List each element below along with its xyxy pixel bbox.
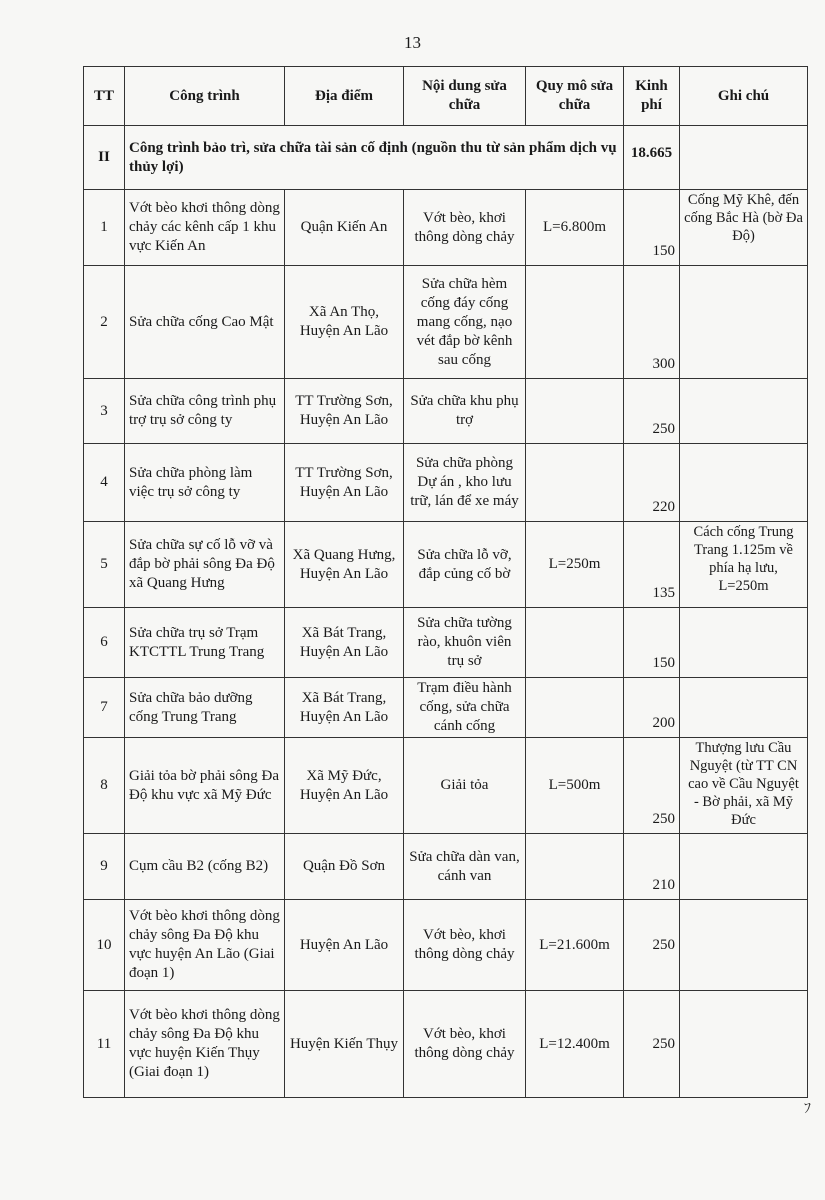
row-dia-diem: Xã Bát Trang, Huyện An Lão — [285, 678, 404, 738]
row-quy-mo: L=6.800m — [526, 190, 624, 266]
row-cong-trinh: Vớt bèo khơi thông dòng chảy sông Đa Độ khu vực huyện Kiến Thụy (Giai đoạn 1) — [125, 991, 285, 1098]
table-row — [84, 608, 808, 678]
row-ghi-chu — [680, 991, 808, 1098]
row-quy-mo: L=250m — [526, 522, 624, 608]
row-quy-mo — [526, 444, 624, 522]
row-noi-dung: Vớt bèo, khơi thông dòng chảy — [404, 190, 526, 266]
row-noi-dung: Sửa chữa tường rào, khuôn viên trụ sở — [404, 608, 526, 678]
row-ghi-chu — [680, 266, 808, 379]
row-kinh-phi: 250 — [624, 738, 680, 834]
row-tt: 5 — [84, 522, 125, 608]
table-header-row — [84, 67, 808, 126]
row-ghi-chu — [680, 678, 808, 738]
row-quy-mo — [526, 834, 624, 900]
row-noi-dung: Sửa chữa phòng Dự án , kho lưu trữ, lán để xe máy — [404, 444, 526, 522]
row-cong-trinh: Sửa chữa trụ sở Trạm KTCTTL Trung Trang — [125, 608, 285, 678]
row-quy-mo — [526, 608, 624, 678]
row-noi-dung: Vớt bèo, khơi thông dòng chảy — [404, 900, 526, 991]
table-row — [84, 678, 808, 738]
row-dia-diem: Huyện An Lão — [285, 900, 404, 991]
row-noi-dung: Sửa chữa lỗ vỡ, đắp củng cố bờ — [404, 522, 526, 608]
row-quy-mo: L=12.400m — [526, 991, 624, 1098]
row-noi-dung: Vớt bèo, khơi thông dòng chảy — [404, 991, 526, 1098]
table-row — [84, 900, 808, 991]
row-ghi-chu: Cống Mỹ Khê, đến cống Bắc Hà (bờ Đa Độ) — [680, 190, 808, 266]
header-kinh-phi: Kinh phí — [624, 67, 680, 126]
row-noi-dung: Sửa chữa dàn van, cánh van — [404, 834, 526, 900]
row-dia-diem: Xã Bát Trang, Huyện An Lão — [285, 608, 404, 678]
row-noi-dung: Sửa chữa khu phụ trợ — [404, 379, 526, 444]
row-dia-diem: TT Trường Sơn, Huyện An Lão — [285, 379, 404, 444]
row-quy-mo: L=21.600m — [526, 900, 624, 991]
row-cong-trinh: Sửa chữa công trình phụ trợ trụ sở công ty — [125, 379, 285, 444]
row-quy-mo — [526, 266, 624, 379]
header-ghi-chu: Ghi chú — [680, 67, 808, 126]
row-kinh-phi: 150 — [624, 190, 680, 266]
section-title: Công trình bảo trì, sửa chữa tài sản cố định (nguồn thu từ sản phẩm dịch vụ thủy lợi) — [125, 126, 624, 190]
row-ghi-chu — [680, 444, 808, 522]
row-kinh-phi: 250 — [624, 379, 680, 444]
row-cong-trinh: Vớt bèo khơi thông dòng chảy các kênh cấp 1 khu vực Kiến An — [125, 190, 285, 266]
header-quy-mo: Quy mô sửa chữa — [526, 67, 624, 126]
row-ghi-chu — [680, 608, 808, 678]
row-ghi-chu: Cách cống Trung Trang 1.125m về phía hạ lưu, L=250m — [680, 522, 808, 608]
row-kinh-phi: 220 — [624, 444, 680, 522]
row-kinh-phi: 300 — [624, 266, 680, 379]
row-dia-diem: Quận Đồ Sơn — [285, 834, 404, 900]
row-kinh-phi: 250 — [624, 991, 680, 1098]
row-ghi-chu — [680, 900, 808, 991]
header-dia-diem: Địa điểm — [285, 67, 404, 126]
table-row — [84, 834, 808, 900]
table-row — [84, 379, 808, 444]
header-tt: TT — [84, 67, 125, 126]
table-row — [84, 266, 808, 379]
table-row — [84, 738, 808, 834]
row-tt: 3 — [84, 379, 125, 444]
table-row — [84, 522, 808, 608]
table-row — [84, 991, 808, 1098]
section-empty — [680, 126, 808, 190]
row-ghi-chu: Thượng lưu Cầu Nguyệt (từ TT CN cao về Cầu Nguyệt - Bờ phải, xã Mỹ Đức — [680, 738, 808, 834]
row-cong-trinh: Vớt bèo khơi thông dòng chảy sông Đa Độ khu vực huyện An Lão (Giai đoạn 1) — [125, 900, 285, 991]
row-tt: 4 — [84, 444, 125, 522]
row-noi-dung: Giải tỏa — [404, 738, 526, 834]
row-quy-mo — [526, 678, 624, 738]
row-cong-trinh: Sửa chữa phòng làm việc trụ sở công ty — [125, 444, 285, 522]
row-tt: 9 — [84, 834, 125, 900]
scan-mark: ﾌ — [804, 1102, 811, 1117]
row-tt: 1 — [84, 190, 125, 266]
row-ghi-chu — [680, 379, 808, 444]
row-tt: 2 — [84, 266, 125, 379]
page-number: 13 — [404, 33, 421, 52]
row-ghi-chu — [680, 834, 808, 900]
row-noi-dung: Trạm điều hành cống, sửa chữa cánh cống — [404, 678, 526, 738]
row-cong-trinh: Giải tỏa bờ phải sông Đa Độ khu vực xã Mỹ Đức — [125, 738, 285, 834]
row-kinh-phi: 250 — [624, 900, 680, 991]
row-cong-trinh: Cụm cầu B2 (cống B2) — [125, 834, 285, 900]
row-noi-dung: Sửa chữa hèm cống đáy cống mang cống, nạo vét đắp bờ kênh sau cống — [404, 266, 526, 379]
row-cong-trinh: Sửa chữa sự cố lỗ vỡ và đắp bờ phải sông Đa Độ xã Quang Hưng — [125, 522, 285, 608]
row-tt: 11 — [84, 991, 125, 1098]
row-kinh-phi: 150 — [624, 608, 680, 678]
row-tt: 7 — [84, 678, 125, 738]
section-row — [84, 126, 808, 190]
table-row — [84, 444, 808, 522]
row-dia-diem: Huyện Kiến Thụy — [285, 991, 404, 1098]
row-kinh-phi: 200 — [624, 678, 680, 738]
row-dia-diem: TT Trường Sơn, Huyện An Lão — [285, 444, 404, 522]
row-tt: 10 — [84, 900, 125, 991]
header-cong-trinh: Công trình — [125, 67, 285, 126]
section-total: 18.665 — [624, 126, 680, 190]
repair-budget-table — [83, 66, 808, 1098]
header-noi-dung: Nội dung sửa chữa — [404, 67, 526, 126]
row-quy-mo — [526, 379, 624, 444]
row-dia-diem: Xã Quang Hưng, Huyện An Lão — [285, 522, 404, 608]
row-tt: 8 — [84, 738, 125, 834]
row-dia-diem: Xã An Thọ, Huyện An Lão — [285, 266, 404, 379]
row-cong-trinh: Sửa chữa bảo dưỡng cống Trung Trang — [125, 678, 285, 738]
row-tt: 6 — [84, 608, 125, 678]
section-tt: II — [84, 126, 125, 190]
row-kinh-phi: 135 — [624, 522, 680, 608]
row-dia-diem: Xã Mỹ Đức, Huyện An Lão — [285, 738, 404, 834]
row-cong-trinh: Sửa chữa cống Cao Mật — [125, 266, 285, 379]
row-kinh-phi: 210 — [624, 834, 680, 900]
row-dia-diem: Quận Kiến An — [285, 190, 404, 266]
row-quy-mo: L=500m — [526, 738, 624, 834]
table-row — [84, 190, 808, 266]
